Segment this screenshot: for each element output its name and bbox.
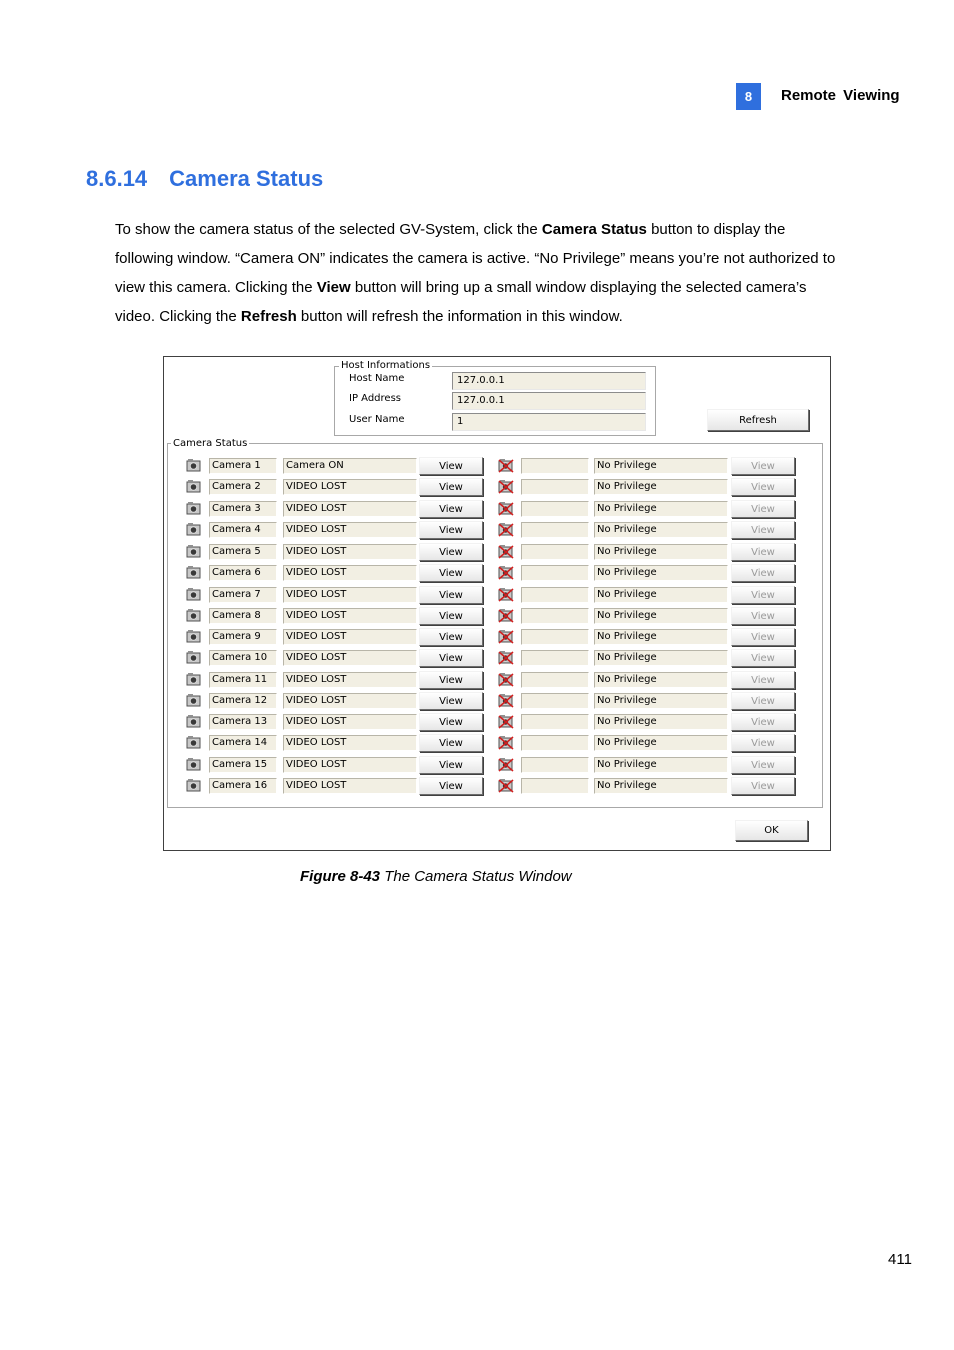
- view-button-disabled[interactable]: View: [731, 478, 795, 496]
- view-button[interactable]: View: [419, 500, 483, 518]
- view-button-disabled[interactable]: View: [731, 628, 795, 646]
- paragraph-bold: Refresh: [240, 308, 297, 325]
- camera-disabled-icon: [498, 458, 514, 472]
- camera-status-field: VIDEO LOST: [283, 650, 417, 666]
- camera-row: [164, 478, 830, 496]
- privilege-field: No Privilege: [594, 778, 728, 794]
- camera-disabled-icon: [498, 608, 514, 622]
- remote-camera-field: [521, 522, 589, 538]
- camera-icon: [186, 544, 202, 558]
- camera-status-field: VIDEO LOST: [283, 693, 417, 709]
- camera-icon: [186, 757, 202, 771]
- camera-row: [164, 649, 830, 667]
- host-info-legend: Host Informations: [341, 360, 431, 371]
- remote-camera-field: [521, 587, 589, 603]
- camera-icon: [186, 650, 202, 664]
- remote-camera-field: [521, 458, 589, 474]
- camera-icon: [186, 458, 202, 472]
- user-name-field[interactable]: 1: [452, 413, 646, 431]
- camera-name-field: Camera 6: [209, 565, 277, 581]
- remote-camera-field: [521, 608, 589, 624]
- view-button[interactable]: View: [419, 478, 483, 496]
- view-button[interactable]: View: [419, 521, 483, 539]
- camera-disabled-icon: [498, 778, 514, 792]
- camera-icon: [186, 735, 202, 749]
- camera-status-field: VIDEO LOST: [283, 501, 417, 517]
- view-button-disabled[interactable]: View: [731, 521, 795, 539]
- camera-disabled-icon: [498, 650, 514, 664]
- view-button[interactable]: View: [419, 564, 483, 582]
- camera-status-group: [167, 443, 823, 808]
- view-button-disabled[interactable]: View: [731, 671, 795, 689]
- camera-row: [164, 734, 830, 752]
- remote-camera-field: [521, 693, 589, 709]
- camera-disabled-icon: [498, 757, 514, 771]
- ip-address-field[interactable]: 127.0.0.1: [452, 392, 646, 410]
- camera-name-field: Camera 3: [209, 501, 277, 517]
- user-name-label: User Name: [349, 414, 405, 425]
- view-button-disabled[interactable]: View: [731, 756, 795, 774]
- figure-caption-text: The Camera Status Window: [380, 868, 572, 885]
- camera-status-field: VIDEO LOST: [283, 672, 417, 688]
- view-button[interactable]: View: [419, 713, 483, 731]
- view-button[interactable]: View: [419, 649, 483, 667]
- view-button[interactable]: View: [419, 586, 483, 604]
- privilege-field: No Privilege: [594, 757, 728, 773]
- privilege-field: No Privilege: [594, 479, 728, 495]
- privilege-field: No Privilege: [594, 522, 728, 538]
- figure-caption: [300, 868, 572, 885]
- camera-status-field: VIDEO LOST: [283, 714, 417, 730]
- camera-name-field: Camera 1: [209, 458, 277, 474]
- camera-name-field: Camera 4: [209, 522, 277, 538]
- camera-name-field: Camera 7: [209, 587, 277, 603]
- privilege-field: No Privilege: [594, 565, 728, 581]
- camera-status-field: VIDEO LOST: [283, 565, 417, 581]
- camera-row: [164, 543, 830, 561]
- camera-status-field: VIDEO LOST: [283, 544, 417, 560]
- ip-address-label: IP Address: [349, 393, 401, 404]
- camera-name-field: Camera 12: [209, 693, 277, 709]
- camera-icon: [186, 565, 202, 579]
- camera-status-field: VIDEO LOST: [283, 757, 417, 773]
- camera-status-field: VIDEO LOST: [283, 587, 417, 603]
- camera-icon: [186, 629, 202, 643]
- ok-button[interactable]: OK: [735, 820, 808, 841]
- privilege-field: No Privilege: [594, 629, 728, 645]
- view-button[interactable]: View: [419, 607, 483, 625]
- camera-disabled-icon: [498, 565, 514, 579]
- camera-status-field: Camera ON: [283, 458, 417, 474]
- camera-disabled-icon: [498, 479, 514, 493]
- remote-camera-field: [521, 735, 589, 751]
- camera-status-field: VIDEO LOST: [283, 735, 417, 751]
- camera-status-window: [163, 356, 831, 851]
- camera-icon: [186, 522, 202, 536]
- privilege-field: No Privilege: [594, 735, 728, 751]
- paragraph-bold: Camera Status: [541, 221, 647, 238]
- view-button-disabled[interactable]: View: [731, 457, 795, 475]
- privilege-field: No Privilege: [594, 650, 728, 666]
- camera-icon: [186, 479, 202, 493]
- remote-camera-field: [521, 544, 589, 560]
- camera-icon: [186, 608, 202, 622]
- camera-name-field: Camera 11: [209, 672, 277, 688]
- camera-row: [164, 607, 830, 625]
- paragraph-text: button will bring up a small window displaying the selected camera’s video. Clicking the: [115, 279, 807, 325]
- camera-name-field: Camera 13: [209, 714, 277, 730]
- camera-row: [164, 457, 830, 475]
- camera-name-field: Camera 9: [209, 629, 277, 645]
- camera-disabled-icon: [498, 522, 514, 536]
- camera-status-field: VIDEO LOST: [283, 479, 417, 495]
- privilege-field: No Privilege: [594, 672, 728, 688]
- remote-camera-field: [521, 714, 589, 730]
- camera-disabled-icon: [498, 544, 514, 558]
- view-button-disabled[interactable]: View: [731, 543, 795, 561]
- remote-camera-field: [521, 672, 589, 688]
- camera-row: [164, 586, 830, 604]
- camera-name-field: Camera 16: [209, 778, 277, 794]
- paragraph-text: button to display the following window. “Camera ON” indicates the camera is active. “No Privilege” means you’re not authorized to view this camera. Clicking the: [115, 221, 836, 296]
- camera-row: [164, 521, 830, 539]
- view-button-disabled[interactable]: View: [731, 607, 795, 625]
- view-button-disabled[interactable]: View: [731, 500, 795, 518]
- camera-disabled-icon: [498, 501, 514, 515]
- view-button-disabled[interactable]: View: [731, 564, 795, 582]
- camera-icon: [186, 778, 202, 792]
- body-paragraph: [115, 215, 840, 331]
- camera-icon: [186, 693, 202, 707]
- camera-row: [164, 500, 830, 518]
- remote-camera-field: [521, 501, 589, 517]
- host-name-label: Host Name: [349, 373, 405, 384]
- view-button-disabled[interactable]: View: [731, 734, 795, 752]
- camera-disabled-icon: [498, 587, 514, 601]
- view-button-disabled[interactable]: View: [731, 692, 795, 710]
- view-button[interactable]: View: [419, 777, 483, 795]
- view-button-disabled[interactable]: View: [731, 713, 795, 731]
- camera-status-field: VIDEO LOST: [283, 629, 417, 645]
- camera-disabled-icon: [498, 629, 514, 643]
- privilege-field: No Privilege: [594, 544, 728, 560]
- figure-label: Figure 8-43: [300, 868, 381, 885]
- paragraph-bold: View: [316, 279, 351, 296]
- camera-disabled-icon: [498, 714, 514, 728]
- camera-row: [164, 756, 830, 774]
- camera-status-field: VIDEO LOST: [283, 522, 417, 538]
- camera-disabled-icon: [498, 693, 514, 707]
- chapter-title: Remote Viewing: [781, 87, 900, 104]
- camera-disabled-icon: [498, 672, 514, 686]
- paragraph-text: To show the camera status of the selected GV-System, click the: [115, 221, 542, 238]
- camera-row: [164, 777, 830, 795]
- camera-status-field: VIDEO LOST: [283, 608, 417, 624]
- host-name-field[interactable]: 127.0.0.1: [452, 372, 646, 390]
- camera-name-field: Camera 8: [209, 608, 277, 624]
- remote-camera-field: [521, 778, 589, 794]
- view-button[interactable]: View: [419, 756, 483, 774]
- remote-camera-field: [521, 650, 589, 666]
- camera-row: [164, 713, 830, 731]
- camera-name-field: Camera 14: [209, 735, 277, 751]
- page-number: 411: [888, 1251, 912, 1268]
- privilege-field: No Privilege: [594, 714, 728, 730]
- camera-row: [164, 564, 830, 582]
- view-button-disabled[interactable]: View: [731, 586, 795, 604]
- view-button[interactable]: View: [419, 734, 483, 752]
- camera-name-field: Camera 5: [209, 544, 277, 560]
- paragraph-text: button will refresh the information in this window.: [296, 308, 623, 325]
- privilege-field: No Privilege: [594, 458, 728, 474]
- view-button[interactable]: View: [419, 543, 483, 561]
- view-button[interactable]: View: [419, 628, 483, 646]
- camera-name-field: Camera 2: [209, 479, 277, 495]
- remote-camera-field: [521, 629, 589, 645]
- view-button[interactable]: View: [419, 671, 483, 689]
- remote-camera-field: [521, 757, 589, 773]
- privilege-field: No Privilege: [594, 693, 728, 709]
- view-button[interactable]: View: [419, 457, 483, 475]
- camera-row: [164, 628, 830, 646]
- view-button-disabled[interactable]: View: [731, 649, 795, 667]
- refresh-button[interactable]: Refresh: [707, 409, 809, 431]
- camera-name-field: Camera 15: [209, 757, 277, 773]
- camera-status-legend: Camera Status: [173, 438, 248, 449]
- camera-icon: [186, 501, 202, 515]
- view-button-disabled[interactable]: View: [731, 777, 795, 795]
- section-number: 8.6.14: [86, 166, 148, 191]
- camera-icon: [186, 672, 202, 686]
- camera-name-field: Camera 10: [209, 650, 277, 666]
- camera-icon: [186, 587, 202, 601]
- section-title: Camera Status: [169, 166, 324, 191]
- privilege-field: No Privilege: [594, 501, 728, 517]
- remote-camera-field: [521, 565, 589, 581]
- chapter-badge: 8: [736, 83, 761, 110]
- camera-row: [164, 671, 830, 689]
- camera-disabled-icon: [498, 735, 514, 749]
- privilege-field: No Privilege: [594, 587, 728, 603]
- section-heading: [86, 166, 323, 192]
- view-button[interactable]: View: [419, 692, 483, 710]
- remote-camera-field: [521, 479, 589, 495]
- privilege-field: No Privilege: [594, 608, 728, 624]
- camera-icon: [186, 714, 202, 728]
- camera-status-field: VIDEO LOST: [283, 778, 417, 794]
- camera-row: [164, 692, 830, 710]
